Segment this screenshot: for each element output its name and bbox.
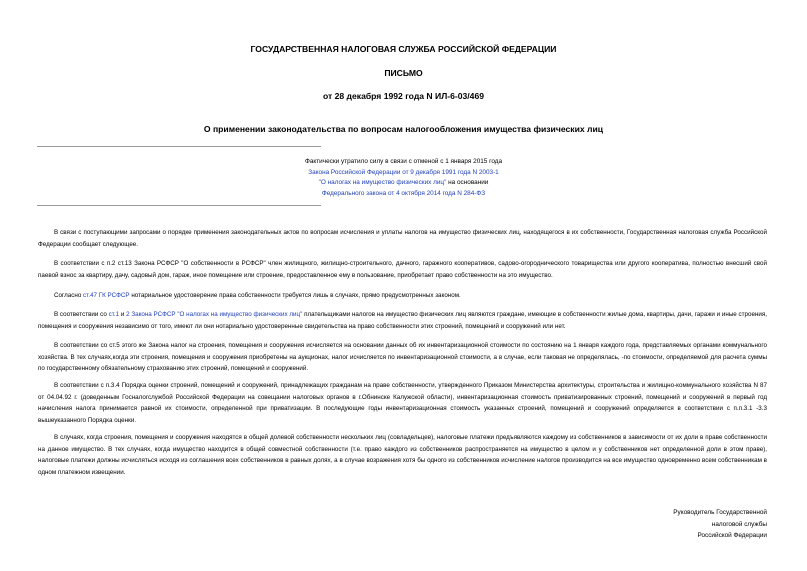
divider-top: [37, 146, 321, 147]
paragraph-4-text-before: В соответствии со: [54, 311, 109, 318]
paragraph-3: [38, 290, 767, 302]
agency-heading: ГОСУДАРСТВЕННАЯ НАЛОГОВАЯ СЛУЖБА РОССИЙСКОЙ ФЕДЕРАЦИИ: [250, 44, 557, 54]
civil-code-art47-link[interactable]: ст.47 ГК РСФСР: [83, 292, 130, 299]
status-note: [0, 157, 807, 199]
paragraph-7-text: В случаях, когда строения, помещения и сооружения находятся в общей долевой собственности нескольких лиц (совладельцев), налоговые платежи предъявляются каждому из собственников в зависимости от их доли в праве собственности на данное имущество. В тех случаях, когда имущество находится в общей совместной собственности (т.е. право каждого из собственников распространяется на имущество в целом и у собственников нет определенной доли в этом праве), налоговые платежи должны исчисляться исходя из соглашения всех собственников в равных долях, а в случае возражения хотя бы одного из собственников исчисление налогов производится на все имущество одновременно всем собственникам в одном платежном извещении.: [38, 434, 767, 477]
signature-block: [673, 507, 767, 542]
federal-law-284-link[interactable]: Федерального закона от 4 октября 2014 года N 284-ФЗ: [321, 189, 486, 197]
law-article-2-link[interactable]: 2 Закона РСФСР "О налогах на имущество физических лиц": [126, 311, 303, 318]
status-note-line-1: Фактически утратило силу в связи с отменой с 1 января 2015 года: [304, 158, 503, 165]
status-note-line-3-text: на основании: [446, 179, 489, 186]
signature-line-2: налоговой службы: [711, 520, 767, 528]
paragraph-2-text: В соответствии с п.2 ст.13 Закона РСФСР "О собственности в РСФСР" член жилищного, жилищно-строительного, дачного, гаражного кооперативов, садово-огороднического товарищества или другого кооператива, полностью внесший свой паевой взнос за квартиру, дачу, садовый дом, гараж, иное помещение или строение, предоставленное ему в пользование, приобретает право собственности на это имущество.: [38, 260, 767, 279]
law-2003-1-link[interactable]: Закона Российской Федерации от 9 декабря 1991 года N 2003-1: [308, 168, 499, 176]
divider-bottom: [37, 205, 321, 206]
signature-line-3: Российской Федерации: [697, 532, 767, 539]
paragraph-6: [38, 380, 767, 427]
paragraph-1: [38, 227, 767, 250]
document-type: ПИСЬМО: [384, 68, 423, 78]
document-title: О применении законодательства по вопросам налогообложения имущества физических лиц: [203, 124, 604, 134]
property-tax-law-link[interactable]: "О налогах на имущество физических лиц": [318, 179, 447, 186]
paragraph-4-text-mid: и: [119, 311, 127, 318]
paragraph-1-text: В связи с поступающими запросами о порядке применения законодательных актов по вопросам исчисления и уплаты налогов на имущество физических лиц, находящегося в их собственности, Государственная налоговая служба Российской Федерации сообщает следующее.: [38, 229, 767, 248]
paragraph-5-text: В соответствии со ст.5 этого же Закона налог на строения, помещения и сооружения исчисляется на основании данных об их инвентаризационной стоимости по состоянию на 1 января каждого года, представляемых органами коммунального хозяйства. В тех случаях,когда эти строения, помещения и сооружения приобретены на аукционах, налог исчисляется по инвентаризационной стоимости, а в случае, если таковая не определялась, -по стоимости, определяемой для расчета суммы по государственному обязательному страхованию этих строений, помещений и сооружений.: [38, 342, 767, 373]
law-article-1-link[interactable]: ст.1: [108, 311, 120, 318]
paragraph-6-text: В соответствии с п.3.4 Порядка оценки строений, помещений и сооружений, принадлежащих гражданам на праве собственности, утвержденного Приказом Министерства архитектуры, строительства и жилищно-коммунального хозяйства N 87 от 04.04.92 г. (доведенным Госналогслужбой Российской Федерации на совещании налоговых органов в г.Обнинске Калужской области), инвентаризационная стоимость приватизированных строений, помещений и сооружений в первый год начисления налога принимается равной их стоимости, определенной при приватизации. В последующие годы инвентаризационная стоимость указанных строений, помещений и сооружений определяется в соответствии с п.п.3.1 -3.3 вышеуказанного Порядка оценки.: [38, 382, 767, 425]
paragraph-4: [38, 309, 767, 332]
paragraph-4-text-after: плательщиками налогов на имущество физических лиц являются граждане, имеющие в собственности жилые дома, квартиры, дачи, гаражи и иные строения, помещения и сооружения независимо от того, имеют ли они нотариально удостоверенные свидетельства на право собственности этих строений, помещений и сооружений или нет.: [38, 311, 768, 330]
paragraph-7: [38, 432, 767, 479]
paragraph-5: [38, 340, 767, 375]
paragraph-3-text-after: нотариальное удостоверение права собственности требуется лишь в случаях, прямо предусмотренных законом.: [129, 292, 461, 299]
paragraph-3-text-before: Согласно: [54, 292, 84, 299]
signature-line-1: Руководитель Государственной: [673, 509, 767, 516]
paragraph-2: [38, 258, 767, 281]
document-date-number: от 28 декабря 1992 года N ИЛ-6-03/469: [322, 91, 485, 101]
